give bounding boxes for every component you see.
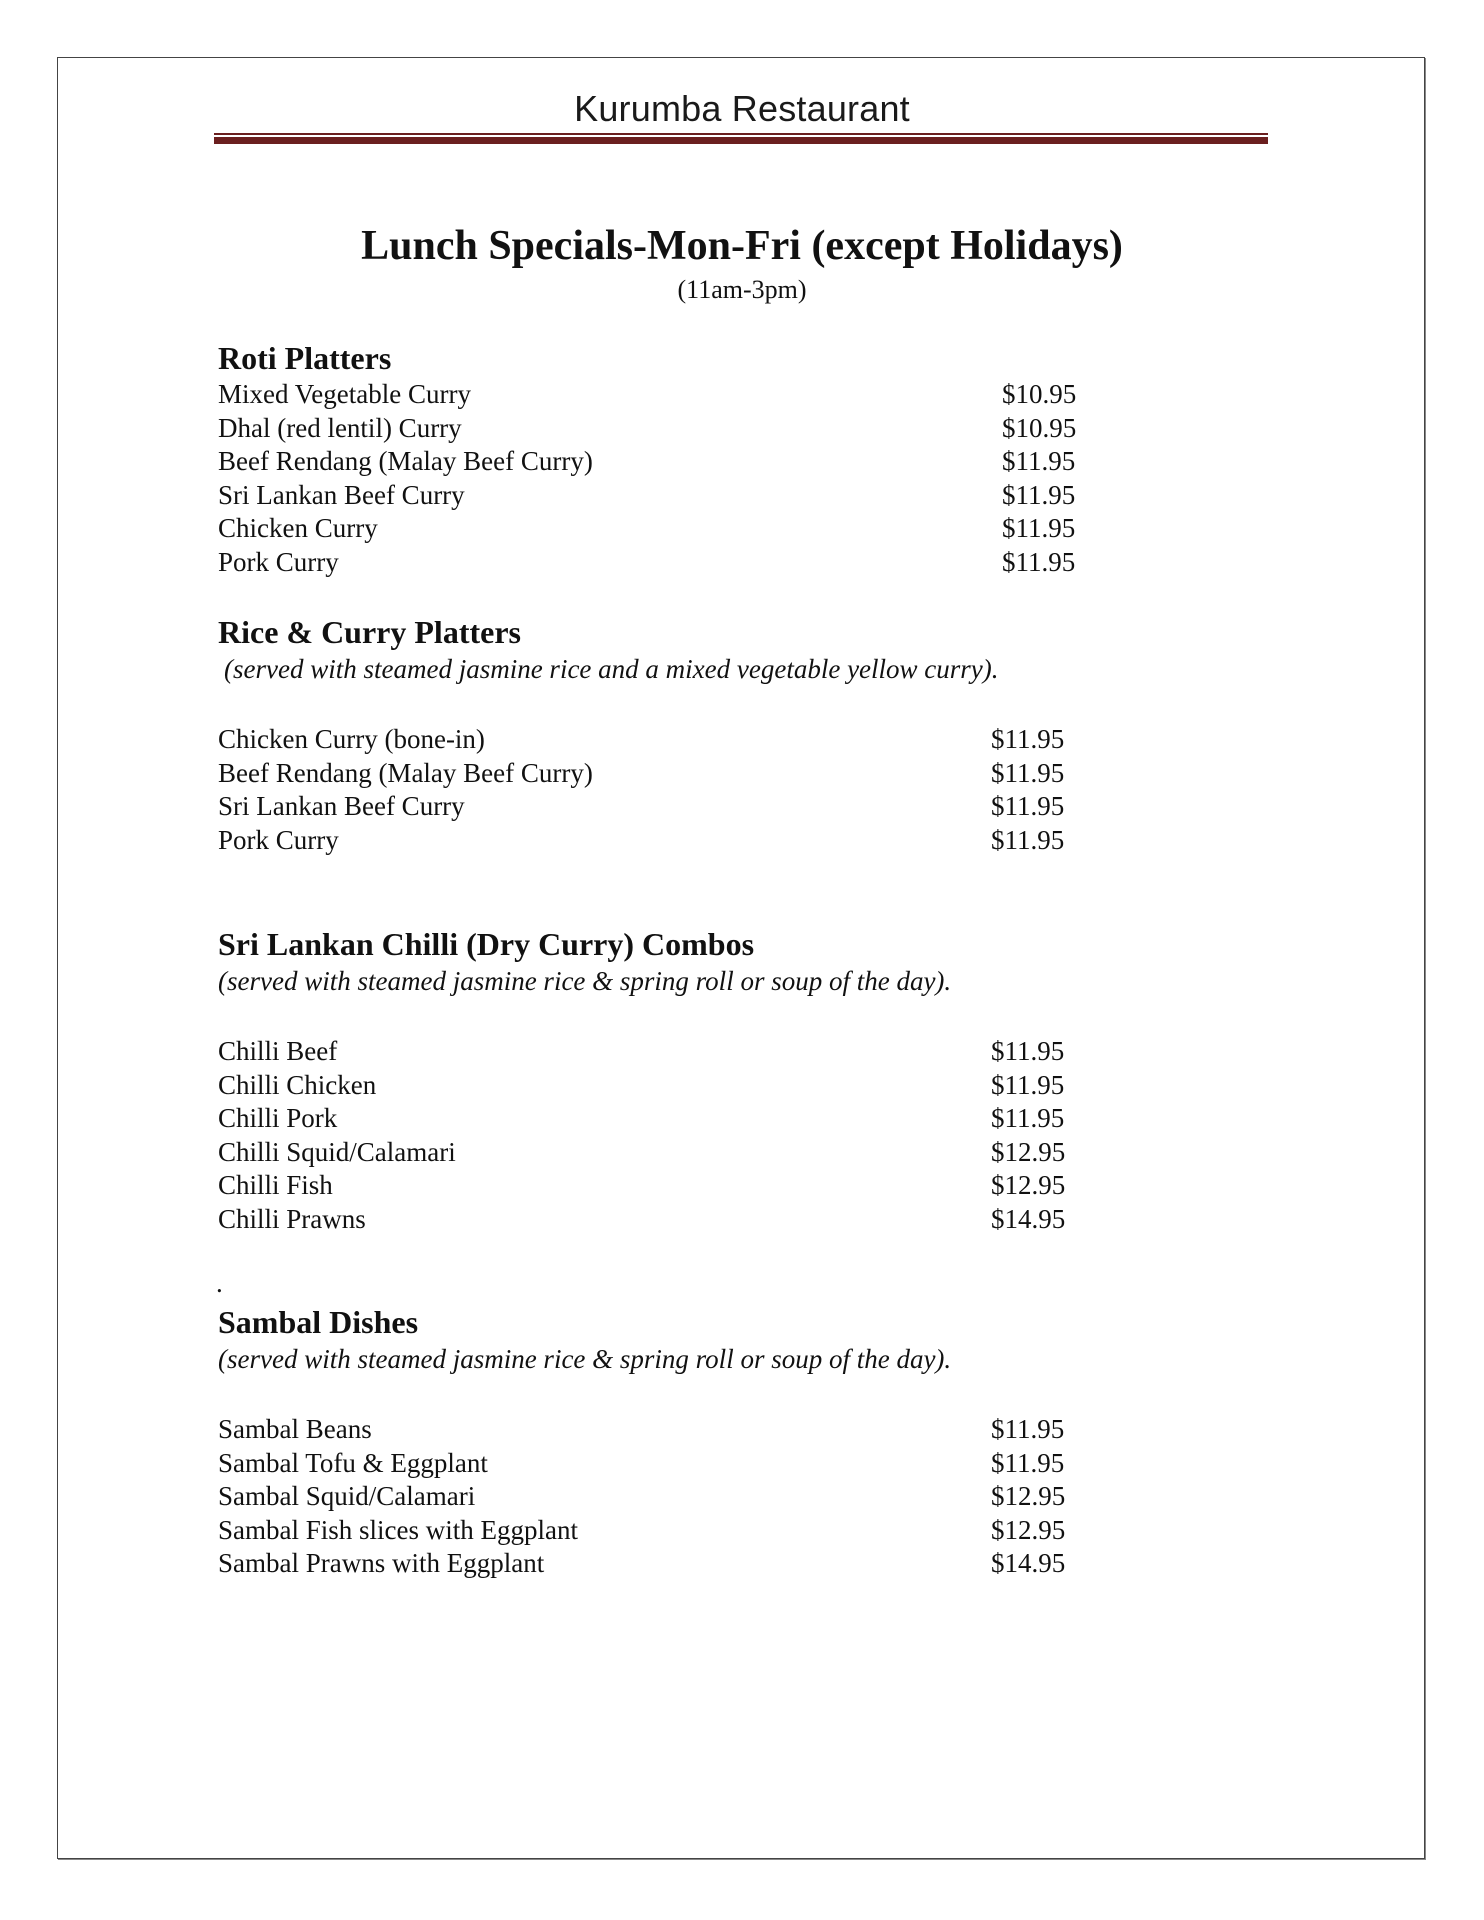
menu-item-list (218, 723, 1118, 857)
menu-item (218, 1447, 1118, 1481)
restaurant-name: Kurumba Restaurant (574, 88, 910, 129)
menu-item (218, 512, 1118, 546)
item-name: Sri Lankan Beef Curry (218, 791, 465, 821)
page-title: Lunch Specials-Mon-Fri (except Holidays) (361, 223, 1123, 269)
item-name: Sambal Squid/Calamari (218, 1481, 476, 1511)
item-name: Chicken Curry (218, 513, 378, 543)
section-heading: Sri Lankan Chilli (Dry Curry) Combos (218, 926, 755, 962)
item-price: $12.95 (991, 1136, 1066, 1167)
section-heading: Rice & Curry Platters (218, 614, 521, 650)
section-chilli-combos (218, 924, 1118, 1236)
section-heading: Sambal Dishes (218, 1304, 419, 1340)
item-price: $10.95 (1002, 379, 1077, 409)
item-price: $11.95 (991, 1069, 1065, 1100)
item-name: Chilli Squid/Calamari (218, 1136, 456, 1167)
item-name: Chicken Curry (bone-in) (218, 724, 485, 754)
menu-item (218, 1547, 1118, 1581)
item-name: Pork Curry (218, 546, 339, 577)
item-name: Pork Curry (218, 824, 339, 855)
menu-item (218, 1069, 1118, 1103)
menu-item (218, 1035, 1118, 1069)
item-name: Dhal (red lentil) Curry (218, 412, 462, 443)
menu-item-list (218, 378, 1118, 579)
section-sambal-dishes (218, 1302, 1118, 1581)
item-price: $11.95 (1002, 479, 1076, 510)
item-name: Chilli Chicken (218, 1069, 377, 1100)
section-rice-curry-platters (218, 612, 1118, 857)
menu-item (218, 790, 1118, 824)
item-price: $11.95 (991, 724, 1065, 754)
item-price: $11.95 (991, 757, 1065, 788)
item-name: Chilli Prawns (218, 1203, 366, 1234)
item-name: Beef Rendang (Malay Beef Curry) (218, 757, 593, 788)
menu-item (218, 479, 1118, 513)
menu-item (218, 723, 1118, 757)
item-price: $11.95 (991, 1036, 1065, 1066)
menu-item (218, 1413, 1118, 1447)
menu-item (218, 445, 1118, 479)
menu-item (218, 1102, 1118, 1136)
item-name: Mixed Vegetable Curry (218, 379, 471, 409)
item-price: $11.95 (1002, 546, 1076, 577)
section-heading: Roti Platters (218, 340, 392, 376)
item-price: $14.95 (991, 1548, 1066, 1578)
item-name: Sambal Beans (218, 1414, 372, 1444)
menu-item (218, 546, 1118, 580)
item-price: $11.95 (1002, 446, 1076, 476)
menu-item-list (218, 1035, 1118, 1236)
page-subtitle: (11am-3pm) (677, 275, 807, 304)
menu-item (218, 1203, 1118, 1237)
item-price: $12.95 (991, 1170, 1066, 1200)
item-name: Sri Lankan Beef Curry (218, 479, 465, 510)
menu-item (218, 1169, 1118, 1203)
item-name: Sambal Prawns with Eggplant (218, 1548, 545, 1578)
item-price: $12.95 (991, 1514, 1066, 1545)
item-price: $11.95 (991, 824, 1065, 855)
section-note: (served with steamed jasmine rice & spring roll or soup of the day). (218, 1344, 952, 1374)
item-name: Chilli Fish (218, 1170, 333, 1200)
menu-item (218, 378, 1118, 412)
item-price: $11.95 (991, 1414, 1065, 1444)
item-price: $14.95 (991, 1203, 1066, 1234)
item-price: $11.95 (991, 1103, 1065, 1133)
item-price: $11.95 (1002, 513, 1076, 543)
menu-item (218, 1480, 1118, 1514)
header-rule-thick (214, 137, 1268, 144)
item-name: Chilli Pork (218, 1103, 338, 1133)
menu-item-list (218, 1413, 1118, 1581)
section-note: (served with steamed jasmine rice & spring roll or soup of the day). (218, 966, 952, 996)
item-price: $12.95 (991, 1481, 1066, 1511)
menu-item (218, 412, 1118, 446)
item-price: $11.95 (991, 791, 1065, 821)
menu-item (218, 824, 1118, 858)
item-name: Chilli Beef (218, 1036, 338, 1066)
item-price: $11.95 (991, 1447, 1065, 1478)
stray-period: . (216, 1268, 223, 1298)
item-name: Sambal Fish slices with Eggplant (218, 1514, 578, 1545)
section-note: (served with steamed jasmine rice and a mixed vegetable yellow curry). (224, 654, 999, 684)
item-price: $10.95 (1002, 412, 1077, 443)
menu-item (218, 1514, 1118, 1548)
menu-item (218, 757, 1118, 791)
section-roti-platters (218, 338, 1118, 579)
item-name: Beef Rendang (Malay Beef Curry) (218, 446, 593, 476)
item-name: Sambal Tofu & Eggplant (218, 1447, 488, 1478)
header-rule (214, 133, 1268, 135)
menu-item (218, 1136, 1118, 1170)
